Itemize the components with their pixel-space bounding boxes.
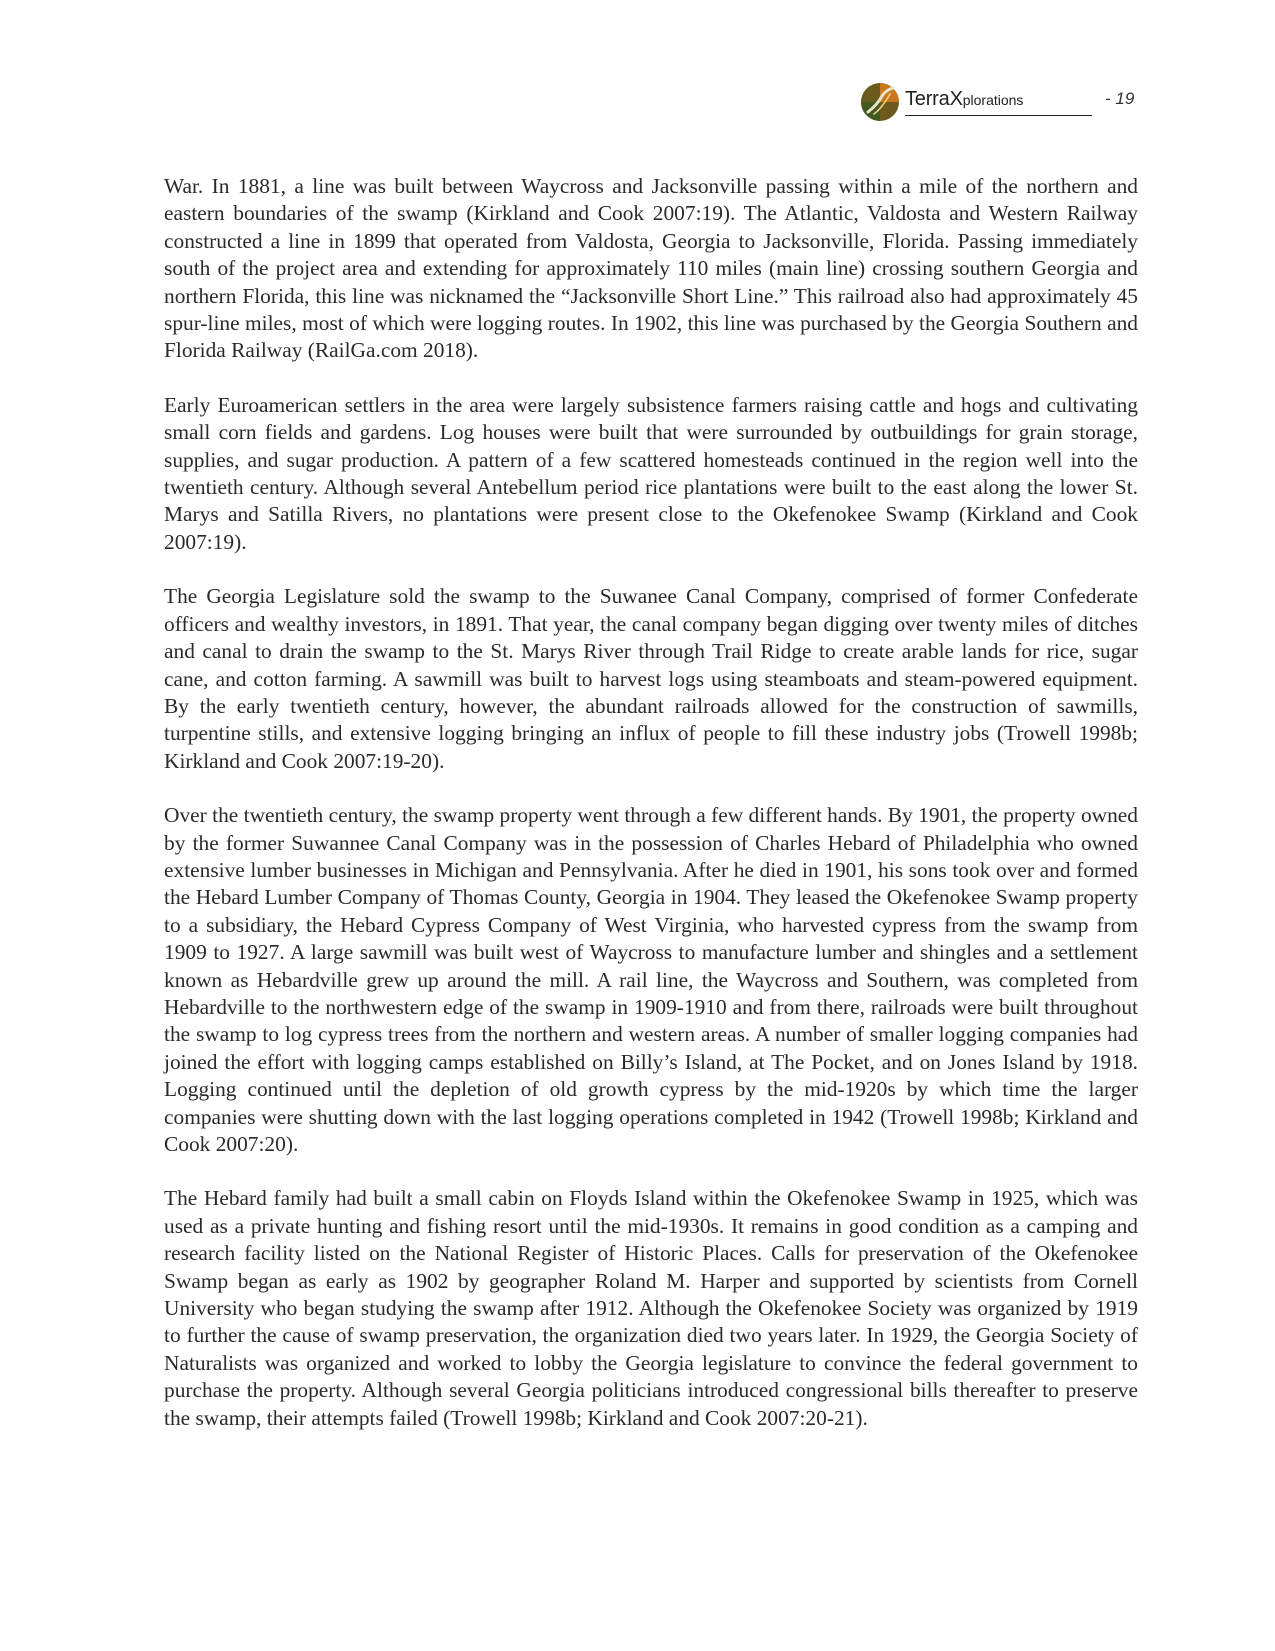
page-header (860, 78, 1140, 122)
paragraph-2: Early Euroamerican settlers in the area were largely subsistence farmers raising cattle and hogs and cultivating small corn fields and gardens. Log houses were built that were surrounded by outbuildings for grain storage, supplies, and sugar production. A pattern of a few scattered homesteads continued in the region well into the twentieth century. Although several Antebellum period rice plantations were built to the east along the lower St. Marys and Satilla Rivers, no plantations were present close to the Okefenokee Swamp (Kirkland and Cook 2007:19). (164, 392, 1138, 554)
logo-wordmark-rest: plorations (962, 92, 1024, 108)
body-text (164, 173, 1138, 1459)
paragraph-4: Over the twentieth century, the swamp property went through a few different hands. By 1901, the property owned by the former Suwannee Canal Company was in the possession of Charles Hebard of Philadelphia who owned extensive lumber businesses in Michigan and Pennsylvania. After he died in 1901, his sons took over and formed the Hebard Lumber Company of Thomas County, Georgia in 1904. They leased the Okefenokee Swamp property to a subsidiary, the Hebard Cypress Company of West Virginia, who harvested cypress from the swamp from 1909 to 1927. A large sawmill was built west of Waycross to manufacture lumber and shingles and a settlement known as Hebardville grew up around the mill. A rail line, the Waycross and Southern, was completed from Hebardville to the northwestern edge of the swamp in 1909-1910 and from there, railroads were built throughout the swamp to log cypress trees from the northern and western areas. A number of smaller logging companies had joined the effort with logging camps established on Billy’s Island, at The Pocket, and on Jones Island by 1918. Logging continued until the depletion of old growth cypress by the mid-1920s by which time the larger companies were shutting down with the last logging operations completed in 1942 (Trowell 1998b; Kirkland and Cook 2007:20). (164, 803, 1138, 1156)
logo-wordmark-main: TerraX (905, 88, 963, 110)
logo-wordmark (905, 88, 1023, 111)
logo-underline (905, 115, 1092, 116)
paragraph-3: The Georgia Legislature sold the swamp to the Suwanee Canal Company, comprised of former Confederate officers and wealthy investors, in 1891. That year, the canal company began digging over twenty miles of ditches and canal to drain the swamp to the St. Marys River through Trail Ridge to create arable lands for rice, sugar cane, and cotton farming. A sawmill was built to harvest logs using steamboats and steam-powered equipment. By the early twentieth century, however, the abundant railroads allowed for the construction of sawmills, turpentine stills, and extensive logging bringing an influx of people to fill these industry jobs (Trowell 1998b; Kirkland and Cook 2007:19-20). (164, 584, 1138, 773)
paragraph-1: War. In 1881, a line was built between Waycross and Jacksonville passing within a mile of the northern and eastern boundaries of the swamp (Kirkland and Cook 2007:19). The Atlantic, Valdosta and Western Railway constructed a line in 1899 that operated from Valdosta, Georgia to Jacksonville, Florida. Passing immediately south of the project area and extending for approximately 110 miles (main line) crossing southern Georgia and northern Florida, this line was nicknamed the “Jacksonville Short Line.” This railroad also had approximately 45 spur-line miles, most of which were logging routes. In 1902, this line was purchased by the Georgia Southern and Florida Railway (RailGa.com 2018). (164, 174, 1138, 363)
terraxplorations-logo-icon (860, 82, 900, 122)
page-number: - 19 (1105, 89, 1135, 108)
paragraph-5: The Hebard family had built a small cabin on Floyds Island within the Okefenokee Swamp in 1925, which was used as a private hunting and fishing resort until the mid-1930s. It remains in good condition as a camping and research facility listed on the National Register of Historic Places. Calls for preservation of the Okefenokee Swamp began as early as 1902 by geographer Roland M. Harper and supported by scientists from Cornell University who began studying the swamp after 1912. Although the Okefenokee Society was organized by 1919 to further the cause of swamp preservation, the organization died two years later. In 1929, the Georgia Society of Naturalists was organized and worked to lobby the Georgia legislature to convince the federal government to purchase the property. Although several Georgia politicians introduced congressional bills thereafter to preserve the swamp, their attempts failed (Trowell 1998b; Kirkland and Cook 2007:20-21). (164, 1186, 1138, 1430)
